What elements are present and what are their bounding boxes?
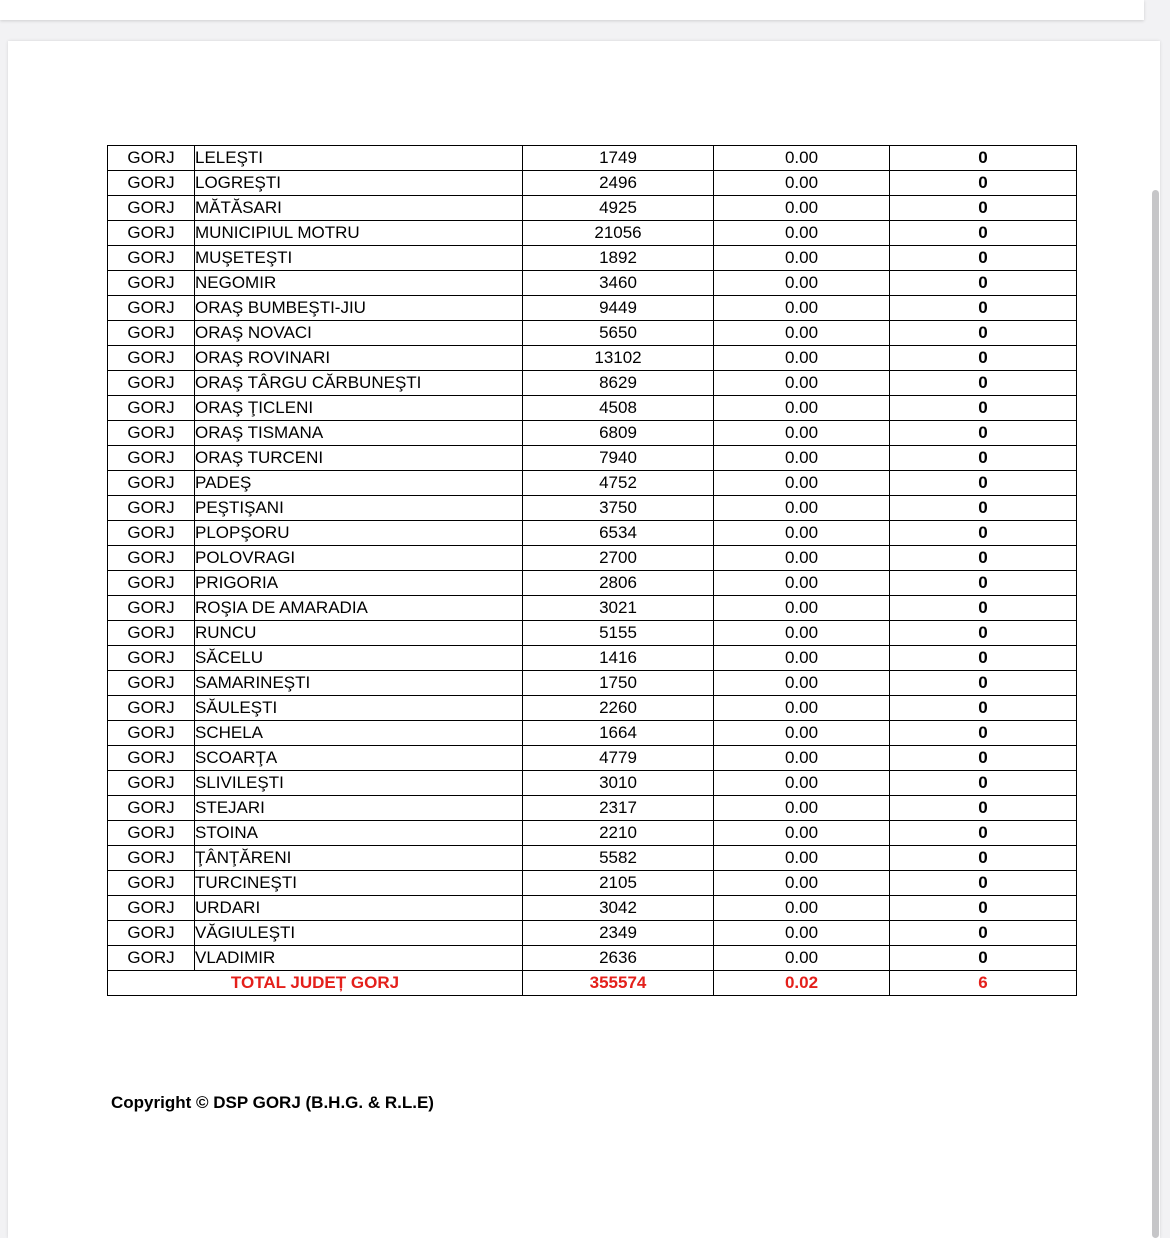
locality-cell: SCOARŢA <box>195 746 523 771</box>
cases-cell: 0 <box>890 821 1077 846</box>
population-cell: 2636 <box>523 946 714 971</box>
locality-cell: ORAŞ ŢICLENI <box>195 396 523 421</box>
county-cell: GORJ <box>108 271 195 296</box>
population-cell: 2496 <box>523 171 714 196</box>
county-cell: GORJ <box>108 371 195 396</box>
county-cell: GORJ <box>108 146 195 171</box>
population-cell: 1749 <box>523 146 714 171</box>
county-cell: GORJ <box>108 346 195 371</box>
county-cell: GORJ <box>108 171 195 196</box>
county-cell: GORJ <box>108 646 195 671</box>
table-row <box>108 146 1077 171</box>
locality-cell: STOINA <box>195 821 523 846</box>
county-cell: GORJ <box>108 596 195 621</box>
cases-cell: 0 <box>890 771 1077 796</box>
table-row <box>108 521 1077 546</box>
county-cell: GORJ <box>108 221 195 246</box>
table-body <box>108 146 1077 996</box>
rate-cell: 0.00 <box>714 346 890 371</box>
population-cell: 21056 <box>523 221 714 246</box>
population-cell: 13102 <box>523 346 714 371</box>
table-row <box>108 296 1077 321</box>
rate-cell: 0.00 <box>714 171 890 196</box>
locality-cell: ORAŞ NOVACI <box>195 321 523 346</box>
total-population: 355574 <box>523 971 714 996</box>
locality-cell: MUNICIPIUL MOTRU <box>195 221 523 246</box>
rate-cell: 0.00 <box>714 396 890 421</box>
cases-cell: 0 <box>890 546 1077 571</box>
cases-cell: 0 <box>890 321 1077 346</box>
table-row <box>108 246 1077 271</box>
population-cell: 1416 <box>523 646 714 671</box>
cases-cell: 0 <box>890 146 1077 171</box>
total-cases: 6 <box>890 971 1077 996</box>
table-row <box>108 596 1077 621</box>
total-label: TOTAL JUDEȚ GORJ <box>108 971 523 996</box>
document-page <box>8 41 1160 1238</box>
cases-cell: 0 <box>890 646 1077 671</box>
rate-cell: 0.00 <box>714 821 890 846</box>
cases-cell: 0 <box>890 671 1077 696</box>
county-cell: GORJ <box>108 896 195 921</box>
rate-cell: 0.00 <box>714 196 890 221</box>
cases-cell: 0 <box>890 946 1077 971</box>
table-row <box>108 896 1077 921</box>
locality-cell: MUŞETEŞTI <box>195 246 523 271</box>
population-cell: 4925 <box>523 196 714 221</box>
county-cell: GORJ <box>108 521 195 546</box>
rate-cell: 0.00 <box>714 271 890 296</box>
table-row <box>108 471 1077 496</box>
population-cell: 2806 <box>523 571 714 596</box>
rate-cell: 0.00 <box>714 296 890 321</box>
table-row <box>108 771 1077 796</box>
table-row <box>108 446 1077 471</box>
locality-cell: PEŞTIŞANI <box>195 496 523 521</box>
county-cell: GORJ <box>108 196 195 221</box>
locality-cell: ORAŞ TURCENI <box>195 446 523 471</box>
table-row <box>108 721 1077 746</box>
county-cell: GORJ <box>108 421 195 446</box>
population-cell: 2700 <box>523 546 714 571</box>
county-cell: GORJ <box>108 671 195 696</box>
county-cell: GORJ <box>108 496 195 521</box>
table-row <box>108 871 1077 896</box>
table-row <box>108 371 1077 396</box>
rate-cell: 0.00 <box>714 796 890 821</box>
county-cell: GORJ <box>108 846 195 871</box>
cases-cell: 0 <box>890 521 1077 546</box>
locality-cell: VLADIMIR <box>195 946 523 971</box>
population-cell: 5582 <box>523 846 714 871</box>
cases-cell: 0 <box>890 796 1077 821</box>
locality-cell: SĂCELU <box>195 646 523 671</box>
locality-table <box>107 145 1077 996</box>
table-row <box>108 271 1077 296</box>
cases-cell: 0 <box>890 746 1077 771</box>
locality-cell: URDARI <box>195 896 523 921</box>
cases-cell: 0 <box>890 696 1077 721</box>
population-cell: 6534 <box>523 521 714 546</box>
table-row <box>108 821 1077 846</box>
cases-cell: 0 <box>890 496 1077 521</box>
county-cell: GORJ <box>108 546 195 571</box>
county-cell: GORJ <box>108 396 195 421</box>
population-cell: 7940 <box>523 446 714 471</box>
population-cell: 2210 <box>523 821 714 846</box>
cases-cell: 0 <box>890 596 1077 621</box>
cases-cell: 0 <box>890 221 1077 246</box>
county-cell: GORJ <box>108 696 195 721</box>
population-cell: 4508 <box>523 396 714 421</box>
rate-cell: 0.00 <box>714 921 890 946</box>
rate-cell: 0.00 <box>714 671 890 696</box>
population-cell: 5650 <box>523 321 714 346</box>
rate-cell: 0.00 <box>714 546 890 571</box>
table-row <box>108 421 1077 446</box>
rate-cell: 0.00 <box>714 321 890 346</box>
locality-cell: SAMARINEŞTI <box>195 671 523 696</box>
rate-cell: 0.00 <box>714 846 890 871</box>
county-cell: GORJ <box>108 471 195 496</box>
cases-cell: 0 <box>890 421 1077 446</box>
rate-cell: 0.00 <box>714 221 890 246</box>
table-row <box>108 671 1077 696</box>
locality-cell: SCHELA <box>195 721 523 746</box>
locality-cell: ROŞIA DE AMARADIA <box>195 596 523 621</box>
rate-cell: 0.00 <box>714 871 890 896</box>
population-cell: 2349 <box>523 921 714 946</box>
locality-cell: ORAŞ BUMBEŞTI-JIU <box>195 296 523 321</box>
rate-cell: 0.00 <box>714 496 890 521</box>
population-cell: 3042 <box>523 896 714 921</box>
population-cell: 3010 <box>523 771 714 796</box>
previous-page-edge <box>0 0 1144 20</box>
locality-cell: ORAŞ TÂRGU CĂRBUNEŞTI <box>195 371 523 396</box>
population-cell: 3460 <box>523 271 714 296</box>
locality-cell: SLIVILEŞTI <box>195 771 523 796</box>
cases-cell: 0 <box>890 371 1077 396</box>
rate-cell: 0.00 <box>714 146 890 171</box>
population-cell: 2317 <box>523 796 714 821</box>
rate-cell: 0.00 <box>714 421 890 446</box>
locality-cell: ORAŞ TISMANA <box>195 421 523 446</box>
locality-cell: LELEŞTI <box>195 146 523 171</box>
county-cell: GORJ <box>108 321 195 346</box>
rate-cell: 0.00 <box>714 696 890 721</box>
rate-cell: 0.00 <box>714 371 890 396</box>
cases-cell: 0 <box>890 721 1077 746</box>
county-cell: GORJ <box>108 621 195 646</box>
rate-cell: 0.00 <box>714 246 890 271</box>
population-cell: 6809 <box>523 421 714 446</box>
locality-cell: RUNCU <box>195 621 523 646</box>
total-rate: 0.02 <box>714 971 890 996</box>
table-row <box>108 796 1077 821</box>
table-row <box>108 321 1077 346</box>
county-cell: GORJ <box>108 446 195 471</box>
locality-cell: POLOVRAGI <box>195 546 523 571</box>
locality-cell: PADEŞ <box>195 471 523 496</box>
population-cell: 4779 <box>523 746 714 771</box>
county-cell: GORJ <box>108 246 195 271</box>
county-cell: GORJ <box>108 571 195 596</box>
cases-cell: 0 <box>890 446 1077 471</box>
table-row <box>108 171 1077 196</box>
copyright-text: Copyright © DSP GORJ (B.H.G. & R.L.E) <box>111 1093 434 1112</box>
population-cell: 1892 <box>523 246 714 271</box>
population-cell: 3021 <box>523 596 714 621</box>
table-row <box>108 346 1077 371</box>
rate-cell: 0.00 <box>714 446 890 471</box>
rate-cell: 0.00 <box>714 471 890 496</box>
rate-cell: 0.00 <box>714 521 890 546</box>
rate-cell: 0.00 <box>714 621 890 646</box>
total-row <box>108 971 1077 996</box>
population-cell: 5155 <box>523 621 714 646</box>
table-row <box>108 846 1077 871</box>
table-row <box>108 221 1077 246</box>
locality-cell: VĂGIULEŞTI <box>195 921 523 946</box>
population-cell: 1664 <box>523 721 714 746</box>
population-cell: 1750 <box>523 671 714 696</box>
cases-cell: 0 <box>890 171 1077 196</box>
table-row <box>108 621 1077 646</box>
cases-cell: 0 <box>890 346 1077 371</box>
rate-cell: 0.00 <box>714 946 890 971</box>
table-row <box>108 946 1077 971</box>
table-row <box>108 571 1077 596</box>
county-cell: GORJ <box>108 746 195 771</box>
locality-cell: PRIGORIA <box>195 571 523 596</box>
rate-cell: 0.00 <box>714 596 890 621</box>
table-row <box>108 196 1077 221</box>
cases-cell: 0 <box>890 571 1077 596</box>
county-cell: GORJ <box>108 946 195 971</box>
population-cell: 8629 <box>523 371 714 396</box>
cases-cell: 0 <box>890 271 1077 296</box>
county-cell: GORJ <box>108 771 195 796</box>
rate-cell: 0.00 <box>714 571 890 596</box>
county-cell: GORJ <box>108 921 195 946</box>
rate-cell: 0.00 <box>714 771 890 796</box>
cases-cell: 0 <box>890 921 1077 946</box>
locality-cell: PLOPŞORU <box>195 521 523 546</box>
county-cell: GORJ <box>108 796 195 821</box>
cases-cell: 0 <box>890 196 1077 221</box>
county-cell: GORJ <box>108 296 195 321</box>
locality-cell: MĂTĂSARI <box>195 196 523 221</box>
scrollbar[interactable] <box>1152 190 1159 1238</box>
cases-cell: 0 <box>890 471 1077 496</box>
rate-cell: 0.00 <box>714 646 890 671</box>
locality-cell: NEGOMIR <box>195 271 523 296</box>
locality-cell: STEJARI <box>195 796 523 821</box>
county-cell: GORJ <box>108 821 195 846</box>
cases-cell: 0 <box>890 296 1077 321</box>
cases-cell: 0 <box>890 396 1077 421</box>
cases-cell: 0 <box>890 621 1077 646</box>
population-cell: 9449 <box>523 296 714 321</box>
cases-cell: 0 <box>890 871 1077 896</box>
rate-cell: 0.00 <box>714 721 890 746</box>
rate-cell: 0.00 <box>714 896 890 921</box>
table-row <box>108 746 1077 771</box>
cases-cell: 0 <box>890 846 1077 871</box>
locality-cell: ŢÂNŢĂRENI <box>195 846 523 871</box>
locality-cell: TURCINEŞTI <box>195 871 523 896</box>
table-row <box>108 921 1077 946</box>
table-row <box>108 546 1077 571</box>
county-cell: GORJ <box>108 871 195 896</box>
locality-cell: LOGREŞTI <box>195 171 523 196</box>
table-row <box>108 396 1077 421</box>
table-row <box>108 696 1077 721</box>
table-row <box>108 646 1077 671</box>
population-cell: 4752 <box>523 471 714 496</box>
table-row <box>108 496 1077 521</box>
locality-cell: ORAŞ ROVINARI <box>195 346 523 371</box>
population-cell: 2260 <box>523 696 714 721</box>
population-cell: 2105 <box>523 871 714 896</box>
population-cell: 3750 <box>523 496 714 521</box>
county-cell: GORJ <box>108 721 195 746</box>
locality-cell: SĂULEŞTI <box>195 696 523 721</box>
cases-cell: 0 <box>890 246 1077 271</box>
cases-cell: 0 <box>890 896 1077 921</box>
rate-cell: 0.00 <box>714 746 890 771</box>
